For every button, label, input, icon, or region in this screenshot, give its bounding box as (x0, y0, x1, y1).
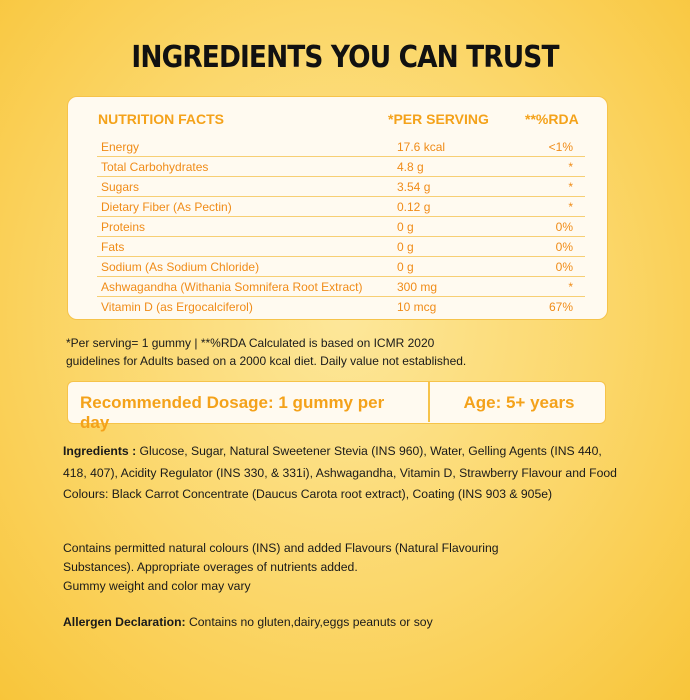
nutrient-rda: <1% (548, 140, 573, 154)
contains-line: Contains permitted natural colours (INS) and added Flavours (Natural Flavouring (63, 541, 499, 555)
dosage-divider (428, 382, 430, 422)
nutrient-rda: * (568, 280, 573, 294)
nutrient-rda: * (568, 160, 573, 174)
table-row (97, 277, 585, 297)
table-row (97, 157, 585, 177)
nutrient-rda: 0% (555, 240, 573, 254)
nutrition-facts-table (67, 96, 608, 320)
allergen-declaration (63, 613, 623, 632)
nutrient-serving: 0 g (397, 220, 414, 234)
table-row (97, 257, 585, 277)
table-row (97, 237, 585, 257)
table-row (97, 297, 585, 316)
page-title: INGREDIENTS YOU CAN TRUST (131, 40, 559, 75)
table-row (97, 197, 585, 217)
nutrient-name: Ashwagandha (Withania Somnifera Root Extract) (101, 280, 363, 294)
recommended-dosage: Recommended Dosage: 1 gummy per day (80, 393, 385, 432)
nutrition-table-header (68, 111, 607, 131)
nutrient-serving: 4.8 g (397, 160, 424, 174)
nutrition-rows (97, 137, 585, 316)
ingredients-label: Ingredients : (63, 444, 137, 458)
nutrient-name: Fats (101, 240, 125, 254)
nutrient-serving: 0 g (397, 240, 414, 254)
nutrient-rda: * (568, 180, 573, 194)
contains-line: Substances). Appropriate overages of nutrients added. (63, 560, 358, 574)
nutrient-serving: 0 g (397, 260, 414, 274)
nutrient-rda: 0% (555, 260, 573, 274)
ingredients-paragraph (63, 441, 623, 506)
serving-note (66, 334, 606, 370)
nutrient-name: Vitamin D (as Ergocalciferol) (101, 300, 253, 314)
nutrient-serving: 17.6 kcal (397, 140, 446, 154)
nutrient-name: Sugars (101, 180, 140, 194)
nutrient-name: Energy (101, 140, 140, 154)
nutrient-name: Total Carbohydrates (101, 160, 209, 174)
table-row (97, 137, 585, 157)
allergen-text: Contains no gluten,dairy,eggs peanuts or soy (185, 615, 433, 629)
age-recommendation: Age: 5+ years (463, 393, 575, 412)
serving-note-line: guidelines for Adults based on a 2000 kcal diet. Daily value not established. (66, 354, 467, 368)
contains-line: Gummy weight and color may vary (63, 579, 251, 593)
table-row (97, 177, 585, 197)
header-nutrition-facts: NUTRITION FACTS (98, 111, 224, 127)
serving-note-line: *Per serving= 1 gummy | **%RDA Calculated is based on ICMR 2020 (66, 336, 435, 350)
nutrient-serving: 10 mcg (397, 300, 437, 314)
contains-notice (63, 539, 623, 596)
nutrient-name: Proteins (101, 220, 146, 234)
nutrient-rda: * (568, 200, 573, 214)
header-rda: **%RDA (525, 111, 579, 127)
nutrient-rda: 67% (548, 300, 573, 314)
nutrient-name: Sodium (As Sodium Chloride) (101, 260, 260, 274)
nutrient-name: Dietary Fiber (As Pectin) (101, 200, 232, 214)
ingredients-text: Glucose, Sugar, Natural Sweetener Stevia (INS 960), Water, Gelling Agents (INS 440, 418, 407), Acidity Regulator (INS 330, & 331i), Ashwagandha, Vitamin D, Strawberry Flavour and Food Colours: Black Carrot Concentrate (Daucus Carota root extract), Coating (INS 903 & 905e) (63, 444, 617, 501)
nutrient-serving: 3.54 g (397, 180, 431, 194)
nutrient-serving: 300 mg (397, 280, 438, 294)
nutrient-rda: 0% (555, 220, 573, 234)
dosage-panel (67, 381, 606, 432)
header-per-serving: *PER SERVING (388, 111, 489, 127)
allergen-label: Allergen Declaration: (63, 615, 186, 629)
table-row (97, 217, 585, 237)
nutrient-serving: 0.12 g (397, 200, 431, 214)
